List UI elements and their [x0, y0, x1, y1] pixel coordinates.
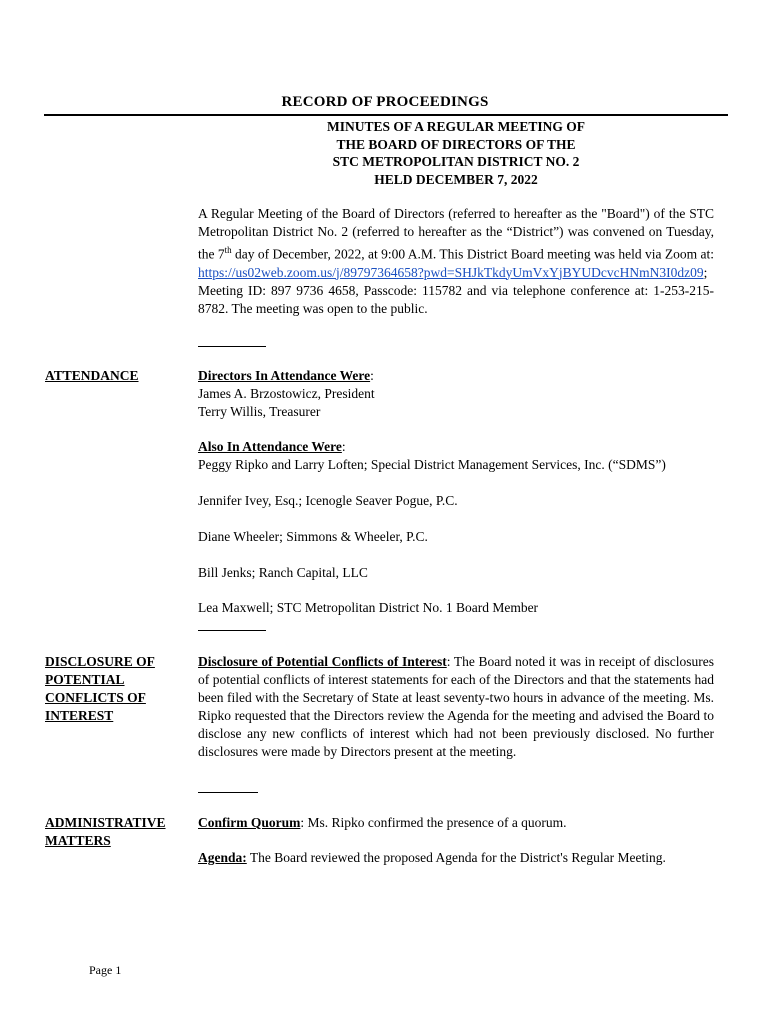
disclosure-label-line-4: INTEREST — [45, 708, 114, 723]
section-divider — [198, 630, 266, 631]
director-2: Terry Willis, Treasurer — [198, 404, 321, 419]
header-divider — [44, 114, 728, 116]
attendance-section: Directors In Attendance Were: James A. Brzostowicz, President Terry Willis, Treasurer — [198, 367, 714, 421]
minutes-title — [198, 118, 714, 188]
minutes-line-2: THE BOARD OF DIRECTORS OF THE — [336, 136, 576, 152]
quorum-heading: Confirm Quorum — [198, 815, 301, 830]
disclosure-paragraph — [198, 653, 714, 761]
disclosure-label-line-1: DISCLOSURE OF — [45, 654, 155, 669]
minutes-line-1: MINUTES OF A REGULAR MEETING OF — [327, 119, 585, 134]
page-number: Page 1 — [89, 963, 122, 977]
record-title: RECORD OF PROCEEDINGS — [281, 94, 489, 110]
administrative-label — [45, 814, 195, 850]
disclosure-label — [45, 653, 195, 725]
also-attendee-3: Diane Wheeler; Simmons & Wheeler, P.C. — [198, 529, 428, 544]
intro-text-3: ; Meeting ID: 897 9736 4658, Passcode: 115782 and via telephone conference at: 1-253-215-8782. The meeting was open to the public. — [198, 264, 714, 316]
directors-heading: Directors In Attendance Were — [198, 368, 371, 383]
also-attendee-4: Bill Jenks; Ranch Capital, LLC — [198, 565, 368, 580]
section-divider — [198, 792, 258, 793]
administrative-label-line-1: ADMINISTRATIVE — [45, 815, 166, 830]
attendance-label: ATTENDANCE — [45, 368, 139, 383]
director-1: James A. Brzostowicz, President — [198, 386, 375, 401]
quorum-text: : Ms. Ripko confirmed the presence of a quorum. — [300, 815, 567, 830]
section-divider — [198, 346, 266, 347]
also-attendee-5: Lea Maxwell; STC Metropolitan District No. 1 Board Member — [198, 600, 539, 615]
agenda-heading: Agenda: — [198, 850, 247, 865]
disclosure-text: : The Board noted it was in receipt of disclosures of potential conflicts of interest statements for each of the Directors and that the statements had been filed with the Secretary of State at least seventy-two hours in advance of the meeting. Ms. Ripko requested that the Directors review the Agenda for the meeting and advised the Board to disclose any new conflicts of interest which had not been previously disclosed. No further disclosures were made by Directors present at the meeting. — [198, 654, 715, 759]
disclosure-label-line-2: POTENTIAL — [45, 672, 125, 687]
also-attendee-2: Jennifer Ivey, Esq.; Icenogle Seaver Pogue, P.C. — [198, 493, 458, 508]
disclosure-heading: Disclosure of Potential Conflicts of Interest — [198, 654, 447, 669]
zoom-link[interactable]: https://us02web.zoom.us/j/89797364658?pwd=SHJkTkdyUmVxYjBYUDcvcHNmN3I0dz09 — [198, 264, 704, 280]
agenda-text: The Board reviewed the proposed Agenda for the District's Regular Meeting. — [246, 850, 666, 865]
also-attendee-1: Peggy Ripko and Larry Loften; Special District Management Services, Inc. (“SDMS”) — [198, 457, 666, 472]
intro-superscript: th — [224, 245, 232, 255]
agenda-paragraph — [198, 849, 714, 867]
intro-text-1: A Regular Meeting of the Board of Directors (referred to hereafter as the "Board") of the STC Metropolitan District No. 2 (referred to hereafter as the “District”) was convened on Tuesday, the 7 — [198, 206, 714, 262]
administrative-label-line-2: MATTERS — [45, 833, 111, 848]
also-heading: Also In Attendance Were — [198, 439, 342, 454]
disclosure-label-line-3: CONFLICTS OF — [45, 690, 146, 705]
quorum-paragraph — [198, 814, 714, 832]
intro-paragraph — [198, 205, 714, 318]
minutes-line-4: HELD DECEMBER 7, 2022 — [374, 171, 538, 187]
intro-text-2: day of December, 2022, at 9:00 A.M. This District Board meeting was held via Zoom at: — [231, 246, 714, 262]
also-attendance-section: Also In Attendance Were: Peggy Ripko and Larry Loften; Special District Management Services, Inc. (“SDMS”) — [198, 438, 714, 474]
minutes-line-3: STC METROPOLITAN DISTRICT NO. 2 — [332, 154, 580, 169]
